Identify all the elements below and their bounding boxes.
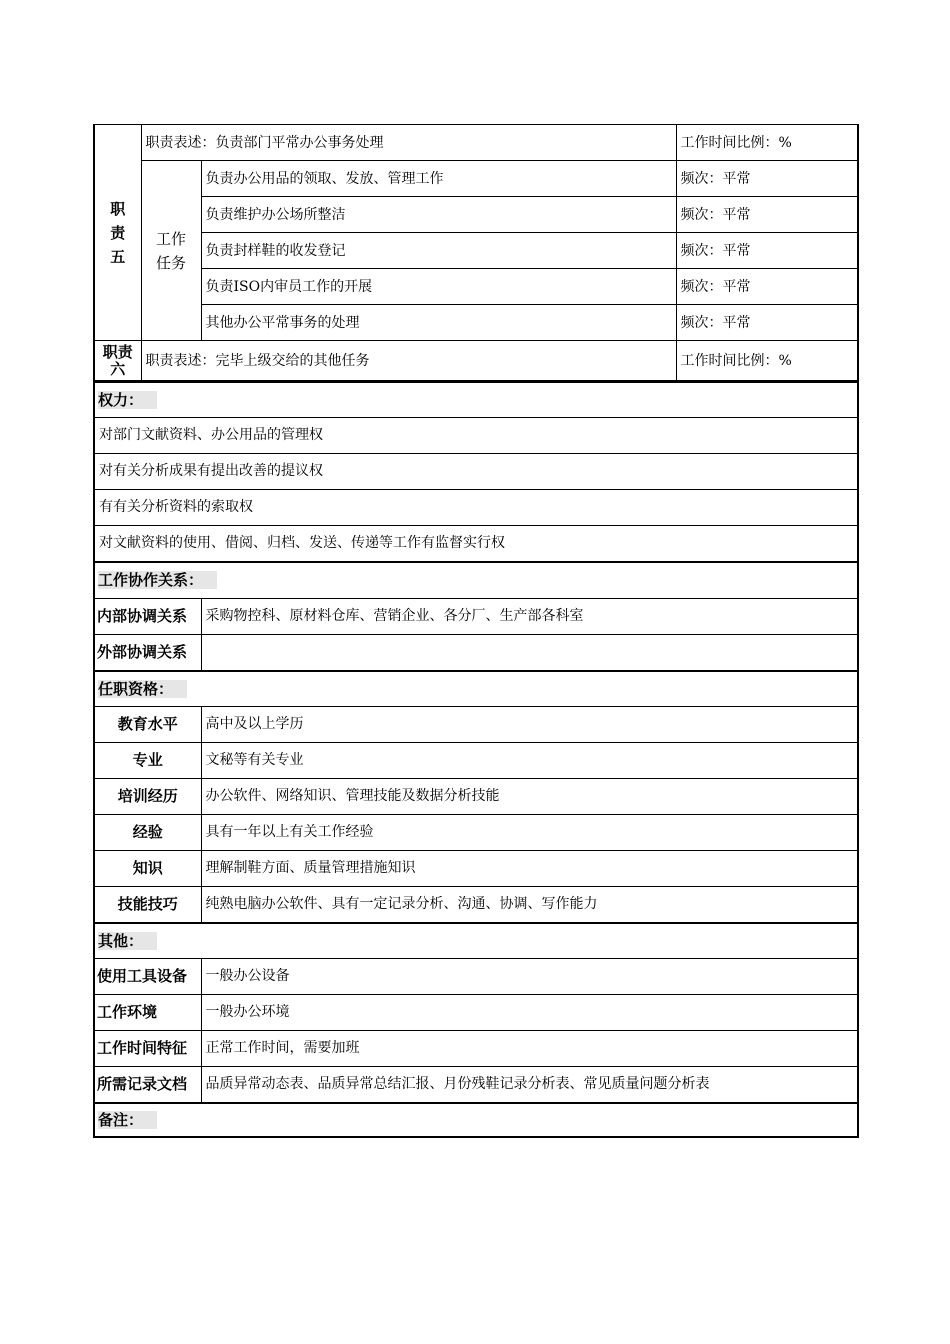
remarks-row	[94, 1103, 858, 1137]
other-label: 工作环境	[94, 994, 201, 1030]
task-frequency: 频次：平常	[676, 269, 858, 305]
relations-header-row	[94, 562, 858, 598]
relation-label: 外部协调关系	[94, 634, 201, 671]
relations-title: 工作协作关系：	[94, 562, 858, 598]
task-frequency: 频次：平常	[676, 305, 858, 341]
qualification-value: 具有一年以上有关工作经验	[201, 814, 858, 850]
qualification-row	[94, 850, 858, 886]
qualification-value: 理解制鞋方面、质量管理措施知识	[201, 850, 858, 886]
duties-table	[93, 124, 859, 381]
duty6-time-ratio: 工作时间比例：%	[676, 341, 858, 381]
power-item: 对部门文献资料、办公用品的管理权	[94, 417, 858, 453]
power-item: 对文献资料的使用、借阅、归档、发送、传递等工作有监督实行权	[94, 525, 858, 562]
other-label: 工作时间特征	[94, 1030, 201, 1066]
qualification-label: 技能技巧	[94, 886, 201, 923]
qualification-value: 文秘等有关专业	[201, 742, 858, 778]
duty5-task-row	[94, 197, 858, 233]
other-value: 一般办公设备	[201, 958, 858, 994]
other-label: 所需记录文档	[94, 1066, 201, 1103]
duty5-description-row	[94, 125, 858, 161]
other-header-row	[94, 923, 858, 958]
powers-title: 权力：	[94, 382, 858, 417]
duty6-label: 职责 六	[94, 341, 141, 381]
qualifications-title: 任职资格：	[94, 671, 858, 706]
other-row	[94, 994, 858, 1030]
duty5-label: 职 责 五	[94, 125, 141, 341]
duty5-task-row	[94, 305, 858, 341]
qualification-label: 培训经历	[94, 778, 201, 814]
qualification-row	[94, 814, 858, 850]
qualification-value: 高中及以上学历	[201, 706, 858, 742]
qualification-label: 教育水平	[94, 706, 201, 742]
power-item: 对有关分析成果有提出改善的提议权	[94, 453, 858, 489]
other-value: 一般办公环境	[201, 994, 858, 1030]
other-row	[94, 1030, 858, 1066]
qualifications-header-row	[94, 671, 858, 706]
task-text: 其他办公平常事务的处理	[201, 305, 676, 341]
duty5-task-label: 工作 任务	[141, 161, 201, 341]
qualification-row	[94, 742, 858, 778]
details-table	[93, 381, 859, 1138]
other-value: 正常工作时间，需要加班	[201, 1030, 858, 1066]
other-value: 品质异常动态表、品质异常总结汇报、月份残鞋记录分析表、常见质量问题分析表	[201, 1066, 858, 1103]
task-text: 负责封样鞋的收发登记	[201, 233, 676, 269]
qualification-row	[94, 706, 858, 742]
duty5-task-row	[94, 233, 858, 269]
qualification-value: 办公软件、网络知识、管理技能及数据分析技能	[201, 778, 858, 814]
duty5-task-row	[94, 269, 858, 305]
duty6-row	[94, 341, 858, 381]
relation-value: 采购物控科、原材料仓库、营销企业、各分厂、生产部各科室	[201, 598, 858, 634]
qualification-row	[94, 778, 858, 814]
remarks-title: 备注：	[94, 1103, 858, 1137]
task-text: 负责ISO内审员工作的开展	[201, 269, 676, 305]
duty6-description: 职责表述：完毕上级交给的其他任务	[141, 341, 676, 381]
qualification-value: 纯熟电脑办公软件、具有一定记录分析、沟通、协调、写作能力	[201, 886, 858, 923]
power-item: 有有关分析资料的索取权	[94, 489, 858, 525]
duty5-task-row	[94, 161, 858, 197]
other-title: 其他：	[94, 923, 858, 958]
relation-value	[201, 634, 858, 671]
other-row	[94, 1066, 858, 1103]
qualification-label: 知识	[94, 850, 201, 886]
task-text: 负责维护办公场所整洁	[201, 197, 676, 233]
task-frequency: 频次：平常	[676, 161, 858, 197]
duty5-time-ratio: 工作时间比例：%	[676, 125, 858, 161]
task-frequency: 频次：平常	[676, 197, 858, 233]
other-row	[94, 958, 858, 994]
powers-header-row	[94, 382, 858, 417]
qualification-row	[94, 886, 858, 923]
relation-label: 内部协调关系	[94, 598, 201, 634]
job-description-sheet	[93, 124, 857, 1138]
other-label: 使用工具设备	[94, 958, 201, 994]
qualification-label: 专业	[94, 742, 201, 778]
duty5-description: 职责表述：负责部门平常办公事务处理	[141, 125, 676, 161]
task-text: 负责办公用品的领取、发放、管理工作	[201, 161, 676, 197]
relation-row	[94, 598, 858, 634]
task-frequency: 频次：平常	[676, 233, 858, 269]
qualification-label: 经验	[94, 814, 201, 850]
relation-row	[94, 634, 858, 671]
